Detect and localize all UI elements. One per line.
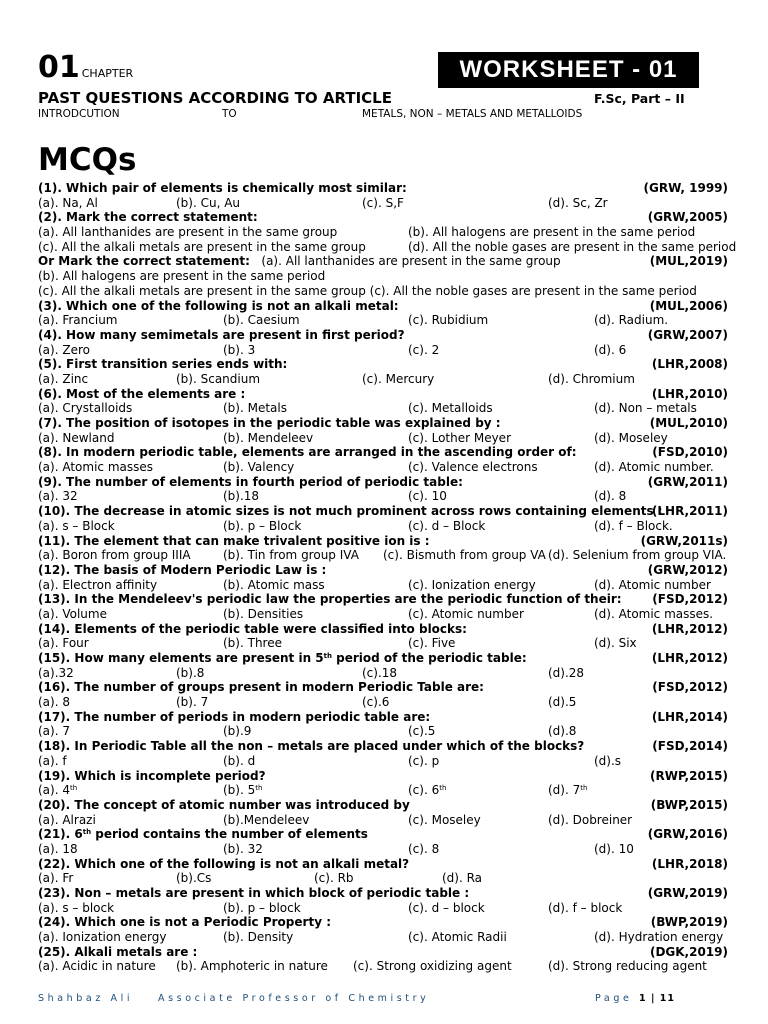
option-item: (c). p	[408, 753, 440, 768]
options-row	[38, 431, 728, 446]
question-source: (GRW,2019)	[647, 886, 728, 900]
question-text: (14). Elements of the periodic table were classified into blocks:	[38, 621, 467, 636]
question-row	[38, 622, 728, 637]
option-item: (d). Hydration energy	[594, 930, 724, 945]
options-row	[38, 460, 728, 475]
options-row	[38, 871, 728, 886]
mcq-list	[38, 181, 737, 974]
question-source: (RWP,2015)	[650, 768, 728, 783]
question-row	[38, 798, 728, 813]
question-row	[38, 710, 728, 725]
option-item: (c). Valence electrons	[408, 460, 538, 475]
question-row	[38, 445, 728, 460]
question-row	[38, 504, 728, 519]
question-source: (GRW,2005)	[647, 210, 728, 225]
question-source: (FSD,2012)	[652, 592, 728, 607]
option-item: (c). Lother Meyer	[408, 430, 512, 445]
question-text: (23). Non – metals are present in which block of periodic table :	[38, 886, 470, 900]
question-source: (LHR,2008)	[651, 357, 728, 372]
option-item: (c). Five	[408, 636, 456, 651]
option-item: (d). Selenium from group VIA.	[548, 548, 727, 563]
question-source: (FSD,2010)	[652, 445, 728, 460]
question-source: (LHR,2012)	[651, 621, 728, 636]
question-source: (GRW,2012)	[647, 562, 728, 577]
option-item: (d). 8	[594, 489, 627, 504]
option-item: (d). f – block	[548, 900, 623, 915]
option-item: (a). 8	[38, 695, 70, 710]
options-row	[38, 269, 728, 284]
option-item: (a). s – block	[38, 900, 115, 915]
option-item: (a). Newland	[38, 430, 115, 445]
option-item: (d). 7th	[548, 783, 588, 798]
option-item: (b). Density	[223, 930, 294, 945]
option-item: (b). 7	[176, 695, 209, 710]
option-item: (a). Atomic masses	[38, 460, 154, 475]
chapter-number: 01	[38, 50, 80, 85]
option-item: (a). Acidic in nature	[38, 959, 156, 974]
option-item: (c). Mercury	[362, 371, 435, 386]
question-text: (24). Which one is not a Periodic Property :	[38, 915, 331, 930]
options-row	[38, 724, 728, 739]
question-source: (MUL,2006)	[649, 298, 728, 313]
question-row	[38, 210, 728, 225]
option-item: (c). d – block	[408, 900, 485, 915]
option-item: (c). Rubidium	[408, 313, 489, 328]
question-text: (9). The number of elements in fourth period of periodic table:	[38, 474, 463, 489]
question-text: (8). In modern periodic table, elements are arranged in the ascending order of:	[38, 445, 577, 460]
question-text: (25). Alkali metals are :	[38, 944, 198, 959]
option-item: (c). Metalloids	[408, 401, 493, 416]
option-item: (d). Non – metals	[594, 401, 697, 416]
option-item: (c). All the alkali metals are present in the same group	[38, 239, 366, 254]
question-source: (GRW,2016)	[647, 827, 728, 842]
class-label: F.Sc, Part – II	[594, 91, 685, 106]
option-item: (a). All lanthanides are present in the same group	[38, 225, 338, 240]
question-source: (BWP,2019)	[650, 915, 728, 930]
option-item: (c). Moseley	[408, 812, 481, 827]
option-item: (c).18	[362, 665, 398, 680]
options-row	[38, 607, 728, 622]
option-item: (b). p – block	[223, 900, 301, 915]
page-number	[595, 993, 675, 1004]
option-item: (a). s – Block	[38, 518, 115, 533]
chapter-heading	[38, 52, 133, 84]
options-row	[38, 239, 737, 255]
question-text: (20). The concept of atomic number was introduced by	[38, 797, 410, 812]
question-text: (18). In Periodic Table all the non – metals are placed under which of the blocks?	[38, 739, 585, 754]
options-row	[38, 578, 728, 593]
question-row	[38, 592, 728, 607]
option-item: (d). Strong reducing agent	[548, 959, 707, 974]
option-item: (c). 10	[408, 489, 447, 504]
options-row	[38, 754, 728, 769]
options-row	[38, 313, 728, 328]
question-text: (16). The number of groups present in modern Periodic Table are:	[38, 680, 484, 695]
option-item: (a). 32	[38, 489, 78, 504]
option-item: (d). Ra	[442, 871, 483, 886]
question-source: (BWP,2015)	[650, 797, 728, 812]
question-text: (10). The decrease in atomic sizes is not much prominent across rows containing elements :	[38, 504, 663, 519]
option-item: (a). Electron affinity	[38, 577, 158, 592]
question-text: Or Mark the correct statement: (a). All lanthanides are present in the same group	[38, 254, 561, 269]
footer-role: Associate Professor of Chemistry	[158, 993, 430, 1004]
option-item: (b). Densities	[223, 606, 304, 621]
question-source: (LHR,2012)	[651, 651, 728, 665]
options-row	[38, 401, 728, 416]
question-text: (7). The position of isotopes in the periodic table was explained by :	[38, 416, 501, 430]
option-item: (b).9	[223, 724, 252, 739]
option-item: (b).Cs	[176, 871, 212, 886]
option-item: (b). Three	[223, 636, 282, 651]
option-item: (b). Valency	[223, 460, 295, 475]
option-item: (a). Crystalloids	[38, 401, 133, 416]
options-row	[38, 636, 728, 651]
question-source: (MUL,2010)	[649, 416, 728, 430]
question-source: (LHR,2014)	[651, 709, 728, 724]
options-row	[38, 489, 728, 504]
question-source: (DGK,2019)	[649, 944, 728, 959]
option-item: (b). 5th	[223, 783, 263, 798]
question-source: (GRW,2007)	[647, 327, 728, 342]
question-text: (13). In the Mendeleev's periodic law the properties are the periodic function of their:	[38, 592, 622, 607]
question-row	[38, 739, 728, 754]
question-text: (21). 6th period contains the number of elements	[38, 827, 368, 842]
option-item: (d). Atomic masses.	[594, 606, 714, 621]
option-item: (c). 2	[408, 342, 440, 357]
option-item: (a). Ionization energy	[38, 930, 167, 945]
question-source: (GRW, 1999)	[643, 181, 728, 195]
option-item: (b). 32	[223, 841, 263, 856]
option-item: (b).18	[223, 489, 260, 504]
question-text: (3). Which one of the following is not an alkali metal:	[38, 298, 399, 313]
question-text: (15). How many elements are present in 5th period of the periodic table:	[38, 651, 527, 665]
chapter-label: CHAPTER	[81, 67, 134, 80]
question-source: (LHR,2010)	[651, 386, 728, 401]
option-item: (c). Rb	[314, 871, 354, 886]
option-item: (d). Atomic number.	[594, 460, 714, 475]
question-row	[38, 915, 728, 930]
option-item: (b). Scandium	[176, 371, 261, 386]
option-item: (a). Na, Al	[38, 195, 98, 210]
option-item: (c). All the alkali metals are present in the same group (c). All the noble gases are present in the same period	[38, 283, 697, 298]
question-row	[38, 651, 728, 666]
question-text: (4). How many semimetals are present in first period?	[38, 327, 405, 342]
question-text: (6). Most of the elements are :	[38, 386, 246, 401]
page-count: 1 | 11	[639, 993, 675, 1004]
options-row	[38, 959, 728, 974]
question-source: (MUL,2019)	[649, 254, 728, 269]
question-text: (1). Which pair of elements is chemically most similar:	[38, 181, 407, 195]
question-text: (22). Which one of the following is not an alkali metal?	[38, 856, 410, 871]
option-item: (b). Cu, Au	[176, 195, 241, 210]
question-row	[38, 857, 728, 872]
option-item: (c). Atomic number	[408, 606, 524, 621]
question-row	[38, 357, 728, 372]
worksheet-banner: WORKSHEET - 01	[438, 52, 699, 88]
option-item: (c). Strong oxidizing agent	[353, 959, 512, 974]
option-item: (c). d – Block	[408, 518, 486, 533]
question-row	[38, 181, 728, 196]
option-item: (c).6	[362, 695, 390, 710]
question-row	[38, 328, 728, 343]
question-source: (FSD,2014)	[652, 739, 728, 754]
question-text: (2). Mark the correct statement:	[38, 210, 258, 225]
option-item: (d). Dobreiner	[548, 812, 633, 827]
option-item: (b). Amphoteric in nature	[176, 959, 328, 974]
options-row	[38, 284, 728, 299]
question-source: (GRW,2011s)	[640, 533, 728, 548]
intro-label: INTRODCUTION	[38, 108, 120, 120]
option-item: (a). f	[38, 753, 67, 768]
option-item: (c). Bismuth from group VA	[383, 548, 546, 563]
question-text: (17). The number of periods in modern periodic table are:	[38, 709, 431, 724]
question-text: (12). The basis of Modern Periodic Law is :	[38, 562, 327, 577]
question-text: (19). Which is incomplete period?	[38, 768, 266, 783]
option-item: (c).5	[408, 724, 436, 739]
option-item: (b).Mendeleev	[223, 812, 310, 827]
options-row	[38, 372, 728, 387]
option-item: (d).5	[548, 695, 577, 710]
option-item: (a). Fr	[38, 871, 74, 886]
option-item: (a). Zero	[38, 342, 90, 357]
question-row	[38, 886, 728, 901]
question-row	[38, 945, 728, 960]
option-item: (d). Moseley	[594, 430, 668, 445]
options-row	[38, 519, 728, 534]
options-row	[38, 343, 728, 358]
question-row	[38, 387, 728, 402]
question-row	[38, 563, 728, 578]
question-source: (LHR,2011)	[651, 504, 728, 519]
option-item: (d).8	[548, 724, 577, 739]
option-item: (a). Zinc	[38, 371, 89, 386]
option-item: (b). Atomic mass	[223, 577, 325, 592]
topic-label: METALS, NON – METALS AND METALLOIDS	[362, 108, 583, 120]
options-row	[38, 695, 728, 710]
options-row	[38, 842, 728, 857]
option-item: (a). Francium	[38, 313, 118, 328]
question-row	[38, 416, 728, 431]
option-item: (d). Chromium	[548, 371, 635, 386]
options-row	[38, 901, 728, 916]
intro-to-label: TO	[222, 108, 237, 120]
option-item: (c). 8	[408, 841, 440, 856]
option-item: (b). d	[223, 753, 256, 768]
footer-author: Shahbaz Ali	[38, 993, 134, 1004]
options-row	[38, 930, 728, 945]
option-item: (c). Ionization energy	[408, 577, 536, 592]
option-item: (a). Alrazi	[38, 812, 96, 827]
section-title: MCQs	[38, 142, 137, 178]
option-item: (d). f – Block.	[594, 518, 673, 533]
option-item: (d). Atomic number	[594, 577, 711, 592]
option-item: (a). Volume	[38, 606, 107, 621]
option-item: (b).8	[176, 665, 205, 680]
options-row	[38, 225, 728, 240]
question-row	[38, 254, 728, 269]
option-item: (d). 6	[594, 342, 627, 357]
option-item: (d). Sc, Zr	[548, 195, 608, 210]
question-text: (5). First transition series ends with:	[38, 357, 288, 372]
page-word: Page	[595, 993, 633, 1004]
option-item: (d). Radium.	[594, 313, 669, 328]
options-row	[38, 548, 728, 563]
option-item: (c). 6th	[408, 783, 447, 798]
question-row	[38, 680, 728, 695]
option-item: (b). Mendeleev	[223, 430, 314, 445]
question-source: (FSD,2012)	[652, 680, 728, 695]
option-item: (b). All halogens are present in the same period	[408, 225, 696, 240]
options-row	[38, 813, 728, 828]
option-item: (d).28	[548, 665, 585, 680]
option-item: (a). 7	[38, 724, 70, 739]
option-item: (d).s	[594, 753, 622, 768]
option-item: (b). 3	[223, 342, 256, 357]
question-row	[38, 299, 728, 314]
past-questions-heading: PAST QUESTIONS ACCORDING TO ARTICLE	[38, 89, 392, 107]
option-item: (a).32	[38, 665, 74, 680]
option-item: (a). 4th	[38, 783, 78, 798]
option-item: (a). Four	[38, 636, 89, 651]
option-item: (a). 18	[38, 841, 78, 856]
question-source: (GRW,2011)	[647, 474, 728, 489]
option-item: (d). Six	[594, 636, 637, 651]
question-row	[38, 475, 728, 490]
option-item: (a). Boron from group IIIA	[38, 548, 191, 563]
option-item: (c). Atomic Radii	[408, 930, 507, 945]
option-item: (b). All halogens are present in the same period	[38, 269, 326, 284]
question-source: (LHR,2018)	[651, 856, 728, 871]
options-row	[38, 666, 728, 681]
options-row	[38, 783, 728, 798]
options-row	[38, 196, 728, 211]
option-item: (d). 10	[594, 841, 634, 856]
question-row	[38, 827, 728, 842]
question-row	[38, 534, 728, 549]
option-item: (b). Metals	[223, 401, 287, 416]
question-row	[38, 769, 728, 784]
option-item: (b). Caesium	[223, 313, 300, 328]
option-item: (d). All the noble gases are present in the same period	[408, 239, 737, 254]
option-item: (c). S,F	[362, 195, 404, 210]
option-item: (b). Tin from group IVA	[223, 548, 359, 563]
question-text: (11). The element that can make trivalent positive ion is :	[38, 533, 430, 548]
option-item: (b). p – Block	[223, 518, 302, 533]
